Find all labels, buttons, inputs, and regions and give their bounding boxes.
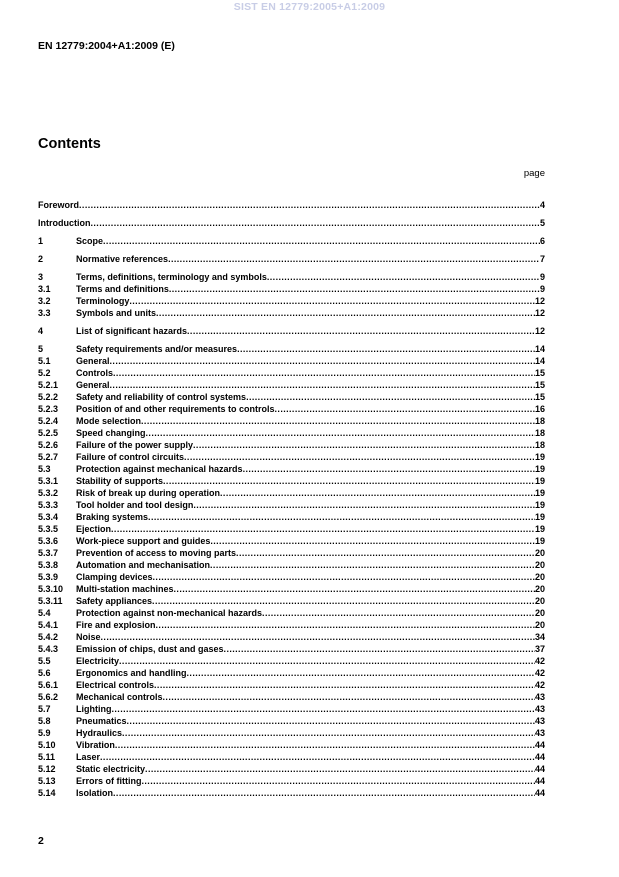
toc-section-number: 5.10 [38,740,56,750]
toc-section-number: 3.2 [38,296,51,306]
toc-title: Mode selection [76,416,142,426]
toc-title: Protection against mechanical hazards [76,464,243,474]
toc-entry [76,355,545,367]
toc-page-number: 19 [534,536,545,546]
toc-title: Tool holder and tool design [76,500,194,510]
toc-leader-dots [168,253,540,265]
toc-row[interactable] [38,439,545,451]
toc-title: Normative references [76,254,169,264]
toc-title: Automation and mechanisation [76,560,211,570]
toc-page-number: 15 [534,368,545,378]
toc-entry [76,739,545,751]
toc-entry [76,283,545,295]
toc-row[interactable] [38,595,545,607]
toc-leader-dots [262,607,535,619]
toc-page-number: 19 [534,524,545,534]
toc-page-number: 19 [534,500,545,510]
toc-section-number: 5.3.3 [38,500,59,510]
toc-row[interactable] [38,727,545,739]
toc-entry [76,253,545,265]
toc-row[interactable] [38,559,545,571]
toc-section-number: 5.2.6 [38,440,59,450]
toc-entry [76,427,545,439]
toc-row[interactable] [38,295,545,307]
toc-page-number: 44 [534,752,545,762]
toc-row[interactable] [38,235,545,247]
toc-title: Foreword [38,200,80,210]
toc-leader-dots [224,643,535,655]
toc-entry [76,631,545,643]
toc-entry [76,487,545,499]
toc-leader-dots [174,583,535,595]
toc-page-number: 14 [534,356,545,366]
toc-row[interactable] [38,391,545,403]
toc-leader-dots [267,271,540,283]
toc-leader-dots [100,751,535,763]
toc-leader-dots [210,559,535,571]
toc-row[interactable] [38,427,545,439]
toc-page-number: 12 [534,326,545,336]
toc-title: Electrical controls [76,680,155,690]
toc-title: Stability of supports [76,476,164,486]
toc-page-number: 44 [534,764,545,774]
toc-page-number: 7 [539,254,545,264]
toc-row[interactable] [38,403,545,415]
toc-leader-dots [153,571,535,583]
toc-page-number: 9 [539,284,545,294]
page-number: 2 [38,835,44,847]
toc-leader-dots [246,391,535,403]
toc-leader-dots [112,703,535,715]
toc-entry [76,619,545,631]
toc-leader-dots [163,475,535,487]
toc-section-number: 5.4.2 [38,632,59,642]
toc-title: Static electricity [76,764,146,774]
toc-row[interactable] [38,679,545,691]
toc-title: Safety appliances [76,596,153,606]
toc-section-number: 5.3.5 [38,524,59,534]
toc-section-number: 5.2.4 [38,416,59,426]
toc-title: Vibration [76,740,115,750]
toc-page-number: 43 [534,692,545,702]
toc-page-number: 12 [534,308,545,318]
toc-entry [76,655,545,667]
toc-row[interactable] [38,475,545,487]
toc-title: Position of and other requirements to controls [76,404,275,414]
toc-title: Pneumatics [76,716,127,726]
toc-section-number: 3 [38,272,44,282]
toc-title: Noise [76,632,101,642]
toc-row[interactable] [38,655,545,667]
toc-title: List of significant hazards [76,326,188,336]
toc-section-number: 5 [38,344,44,354]
toc-row[interactable] [38,631,545,643]
toc-row[interactable] [38,691,545,703]
toc-page-number: 20 [534,560,545,570]
toc-title: Terms, definitions, terminology and symbols [76,272,267,282]
toc-leader-dots [101,631,535,643]
toc-row[interactable] [38,583,545,595]
toc-page-number: 44 [534,776,545,786]
toc-page-number: 44 [534,788,545,798]
toc-section-number: 5.12 [38,764,56,774]
toc-row[interactable] [38,763,545,775]
toc-leader-dots [113,787,535,799]
toc-row[interactable] [38,343,545,355]
toc-entry [76,679,545,691]
toc-title: Lighting [76,704,112,714]
toc-section-number: 3.3 [38,308,51,318]
toc-row[interactable] [38,511,545,523]
toc-section-number: 5.3.9 [38,572,59,582]
toc-section-number: 5.11 [38,752,56,762]
toc-entry [76,535,545,547]
toc-leader-dots [113,367,535,379]
toc-leader-dots [275,403,535,415]
toc-leader-dots [103,235,540,247]
toc-entry [76,403,545,415]
toc-title: Symbols and units [76,308,157,318]
toc-page-number: 14 [534,344,545,354]
toc-leader-dots [146,427,535,439]
toc-entry [76,475,545,487]
toc-leader-dots [91,217,540,229]
toc-title: General [76,380,110,390]
toc-title: Hydraulics [76,728,123,738]
toc-page-number: 43 [534,728,545,738]
toc-row[interactable] [38,571,545,583]
toc-entry [76,775,545,787]
toc-entry [76,391,545,403]
toc-title: Controls [76,368,113,378]
toc-leader-dots [119,655,535,667]
toc-row[interactable] [38,775,545,787]
toc-leader-dots [145,763,535,775]
toc-entry [76,727,545,739]
toc-title: Safety and reliability of control systems [76,392,247,402]
toc-page-number: 43 [534,716,545,726]
toc-row[interactable] [38,523,545,535]
toc-section-number: 5.3.10 [38,584,64,594]
toc-title: Failure of the power supply [76,440,194,450]
toc-page-number: 42 [534,668,545,678]
toc-entry [76,523,545,535]
toc-row[interactable] [38,415,545,427]
toc-row[interactable] [38,715,545,727]
toc-page-number: 20 [534,548,545,558]
toc-row[interactable] [38,547,545,559]
toc-page-number: 20 [534,620,545,630]
toc-row[interactable] [38,307,545,319]
toc-leader-dots [127,715,535,727]
toc-title: Errors of fitting [76,776,142,786]
toc-page-number: 18 [534,440,545,450]
toc-title: Terms and definitions [76,284,169,294]
toc-entry [76,325,545,337]
toc-section-number: 5.2.3 [38,404,59,414]
toc-section-number: 5.3 [38,464,51,474]
toc-leader-dots [220,487,535,499]
toc-page-number: 9 [539,272,545,282]
toc-row[interactable] [38,463,545,475]
toc-row[interactable] [38,367,545,379]
toc-page-number: 19 [534,488,545,498]
toc-entry [76,667,545,679]
toc-entry [76,571,545,583]
toc-entry [76,595,545,607]
toc-section-number: 5.5 [38,656,51,666]
toc-row[interactable] [38,271,545,283]
toc-entry [76,367,545,379]
toc-section-number: 5.3.4 [38,512,59,522]
toc-leader-dots [154,679,535,691]
toc-section-number: 5.3.1 [38,476,59,486]
toc-page-number: 18 [534,428,545,438]
toc-row[interactable] [38,487,545,499]
toc-entry [76,271,545,283]
toc-page-number: 18 [534,416,545,426]
toc-title: Mechanical controls [76,692,163,702]
toc-section-number: 5.4 [38,608,51,618]
toc-page-number: 15 [534,380,545,390]
toc-section-number: 5.9 [38,728,51,738]
page-title: Contents [38,136,101,152]
toc-page-number: 6 [539,236,545,246]
toc-section-number: 5.4.3 [38,644,59,654]
toc-section-number: 5.7 [38,704,51,714]
toc-row[interactable] [38,535,545,547]
toc-title: Fire and explosion [76,620,156,630]
toc-row[interactable] [38,217,545,229]
toc-leader-dots [236,547,535,559]
toc-leader-dots [79,199,540,211]
toc-entry [76,763,545,775]
toc-row[interactable] [38,325,545,337]
table-of-contents [38,199,545,799]
toc-entry [76,379,545,391]
toc-title: Failure of control circuits [76,452,185,462]
toc-page-number: 19 [534,452,545,462]
toc-section-number: 5.6 [38,668,51,678]
toc-title: Braking systems [76,512,149,522]
toc-leader-dots [110,379,535,391]
toc-entry [38,217,545,229]
toc-title: Terminology [76,296,130,306]
toc-row[interactable] [38,355,545,367]
toc-title: Scope [76,236,104,246]
toc-page-number: 42 [534,680,545,690]
toc-page-number: 37 [534,644,545,654]
toc-row[interactable] [38,703,545,715]
toc-leader-dots [129,295,535,307]
toc-entry [76,787,545,799]
toc-entry [76,511,545,523]
toc-leader-dots [163,691,535,703]
toc-row[interactable] [38,253,545,265]
toc-section-number: 5.6.1 [38,680,59,690]
toc-page-number: 20 [534,572,545,582]
toc-row[interactable] [38,283,545,295]
toc-leader-dots [142,775,535,787]
toc-page-number: 34 [534,632,545,642]
toc-entry [76,307,545,319]
toc-section-number: 5.14 [38,788,56,798]
toc-entry [76,499,545,511]
toc-leader-dots [156,619,535,631]
toc-leader-dots [237,343,535,355]
toc-section-number: 2 [38,254,44,264]
toc-leader-dots [187,325,535,337]
toc-row[interactable] [38,667,545,679]
toc-leader-dots [184,451,535,463]
toc-title: Electricity [76,656,120,666]
toc-page-number: 12 [534,296,545,306]
toc-section-number: 5.4.1 [38,620,59,630]
toc-leader-dots [115,739,535,751]
toc-title: Speed changing [76,428,146,438]
toc-section-number: 5.3.6 [38,536,59,546]
toc-page-number: 42 [534,656,545,666]
toc-row[interactable] [38,619,545,631]
toc-title: Isolation [76,788,114,798]
toc-entry [76,235,545,247]
toc-entry [76,451,545,463]
toc-page-number: 15 [534,392,545,402]
toc-leader-dots [193,499,535,511]
toc-leader-dots [141,415,535,427]
toc-row[interactable] [38,451,545,463]
toc-title: Safety requirements and/or measures [76,344,238,354]
toc-page-number: 20 [534,608,545,618]
toc-page-number: 19 [534,464,545,474]
toc-section-number: 5.3.8 [38,560,59,570]
toc-page-number: 19 [534,476,545,486]
toc-leader-dots [148,511,535,523]
page-column-label: page [523,168,545,179]
toc-leader-dots [169,283,540,295]
watermark: SIST EN 12779:2005+A1:2009 [233,1,386,13]
toc-row[interactable] [38,379,545,391]
toc-entry [76,415,545,427]
toc-entry [76,559,545,571]
toc-title: Protection against non-mechanical hazards [76,608,263,618]
toc-section-number: 5.2.2 [38,392,59,402]
toc-section-number: 5.2 [38,368,51,378]
toc-row[interactable] [38,199,545,211]
toc-title: Emission of chips, dust and gases [76,644,224,654]
toc-section-number: 4 [38,326,44,336]
toc-entry [76,547,545,559]
toc-title: Clamping devices [76,572,153,582]
toc-leader-dots [152,595,535,607]
toc-entry [76,343,545,355]
toc-section-number: 5.13 [38,776,56,786]
toc-entry [76,439,545,451]
toc-section-number: 5.2.7 [38,452,59,462]
toc-page-number: 44 [534,740,545,750]
toc-page-number: 20 [534,584,545,594]
toc-section-number: 5.8 [38,716,51,726]
toc-leader-dots [156,307,535,319]
toc-section-number: 5.6.2 [38,692,59,702]
toc-page-number: 43 [534,704,545,714]
toc-section-number: 5.3.7 [38,548,59,558]
toc-page-number: 20 [534,596,545,606]
toc-page-number: 16 [534,404,545,414]
toc-entry [76,703,545,715]
toc-row[interactable] [38,607,545,619]
toc-entry [38,199,545,211]
toc-title: Introduction [38,218,91,228]
toc-entry [76,751,545,763]
toc-row[interactable] [38,643,545,655]
toc-page-number: 5 [539,218,545,228]
toc-section-number: 1 [38,236,44,246]
toc-row[interactable] [38,787,545,799]
toc-leader-dots [187,667,535,679]
toc-title: Multi-station machines [76,584,174,594]
toc-entry [76,643,545,655]
toc-title: Ejection [76,524,112,534]
toc-section-number: 5.2.5 [38,428,59,438]
toc-section-number: 3.1 [38,284,51,294]
toc-entry [76,295,545,307]
toc-leader-dots [193,439,535,451]
toc-title: General [76,356,110,366]
toc-section-number: 5.3.2 [38,488,59,498]
toc-title: Work-piece support and guides [76,536,211,546]
toc-entry [76,607,545,619]
toc-section-number: 5.3.11 [38,596,63,606]
toc-entry [76,583,545,595]
toc-title: Ergonomics and handling [76,668,187,678]
toc-leader-dots [122,727,535,739]
toc-page-number: 4 [539,200,545,210]
toc-leader-dots [110,355,535,367]
toc-row[interactable] [38,739,545,751]
toc-title: Risk of break up during operation [76,488,221,498]
toc-section-number: 5.2.1 [38,380,59,390]
toc-leader-dots [243,463,535,475]
document-id: EN 12779:2004+A1:2009 (E) [38,40,175,52]
toc-title: Laser [76,752,101,762]
toc-entry [76,715,545,727]
toc-row[interactable] [38,499,545,511]
toc-page-number: 19 [534,512,545,522]
toc-section-number: 5.1 [38,356,51,366]
toc-leader-dots [210,535,535,547]
toc-title: Prevention of access to moving parts [76,548,237,558]
toc-leader-dots [111,523,535,535]
toc-row[interactable] [38,751,545,763]
toc-entry [76,463,545,475]
toc-entry [76,691,545,703]
